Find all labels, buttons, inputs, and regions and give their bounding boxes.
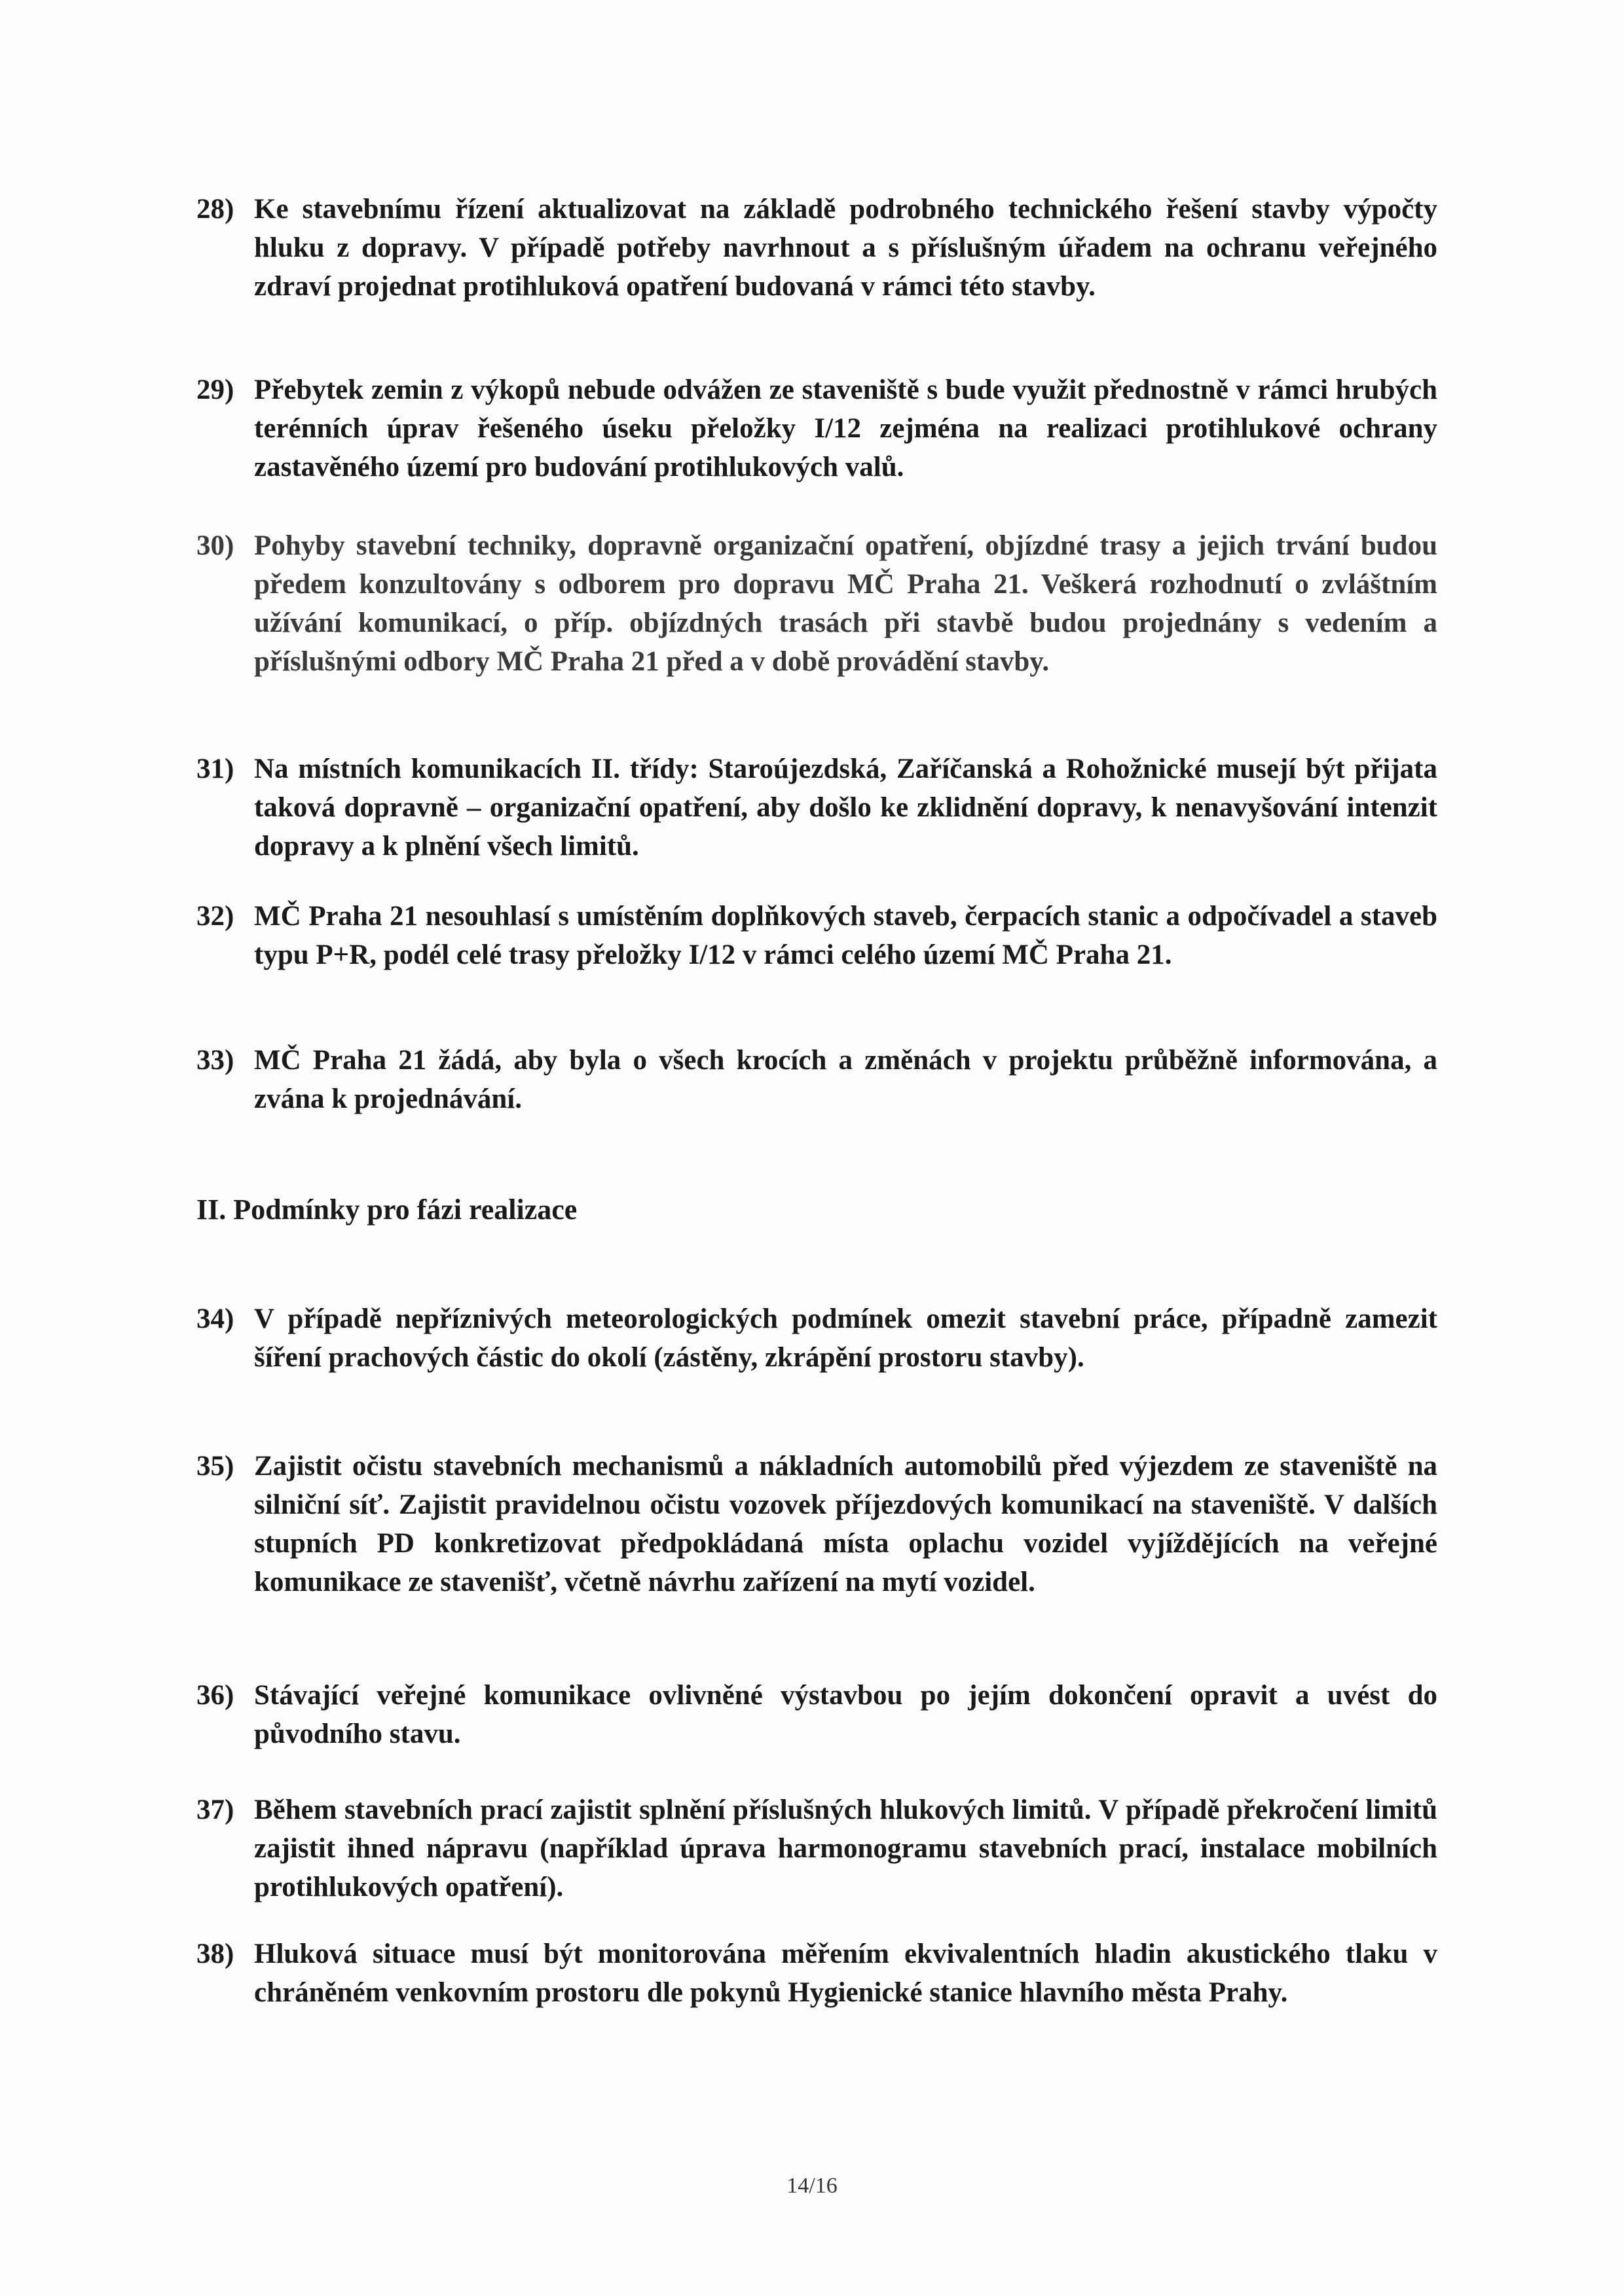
item-text: Přebytek zemin z výkopů nebude odvážen ze staveniště s bude využit přednostně v rámci hrubých terénních úprav řešeného úseku přeložky I/12 zejména na realizaci protihlukové ochrany zastavěného území pro budování protihlukových valů. <box>254 374 1437 483</box>
list-item-38 <box>196 1935 1437 2012</box>
item-number: 35) <box>196 1451 234 1482</box>
section-heading: II. Podmínky pro fázi realizace <box>196 1194 578 1226</box>
item-text: Během stavebních prací zajistit splnění příslušných hlukových limitů. V případě překročení limitů zajistit ihned nápravu (například úprava harmonogramu stavebních prací, instalace mobilních protihlukových opatření). <box>254 1795 1437 1903</box>
item-text: V případě nepříznivých meteorologických podmínek omezit stavební práce, případně zamezit šíření prachových částic do okolí (zástěny, zkrápění prostoru stavby). <box>254 1303 1437 1373</box>
item-text: Stávající veřejné komunikace ovlivněné výstavbou po jejím dokončení opravit a uvést do původního stavu. <box>254 1680 1437 1749</box>
item-number: 30) <box>196 530 234 561</box>
item-text: MČ Praha 21 žádá, aby byla o všech krocích a změnách v projektu průběžně informována, a zvána k projednávání. <box>254 1045 1437 1114</box>
page-number: 14/16 <box>786 2174 838 2198</box>
list-item-32 <box>196 897 1437 974</box>
item-text: Zajistit očistu stavebních mechanismů a nákladních automobilů před výjezdem ze staveniště na silniční síť. Zajistit pravidelnou očistu vozovek příjezdových komunikací na staveniště. V dalších stupních PD konkretizovat předpokládaná místa oplachu vozidel vyjíždějících na veřejné komunikace ze stavenišť, včetně návrhu zařízení na mytí vozidel. <box>254 1451 1437 1597</box>
item-number: 31) <box>196 754 234 784</box>
item-number: 34) <box>196 1303 234 1334</box>
list-item-28 <box>196 190 1437 306</box>
item-number: 29) <box>196 374 234 405</box>
item-number: 38) <box>196 1939 234 1969</box>
list-item-36 <box>196 1676 1437 1753</box>
list-item-37 <box>196 1791 1437 1906</box>
item-text: MČ Praha 21 nesouhlasí s umístěním doplňkových staveb, čerpacích stanic a odpočívadel a staveb typu P+R, podél celé trasy přeložky I/12 v rámci celého území MČ Praha 21. <box>254 901 1437 970</box>
list-item-29 <box>196 371 1437 486</box>
list-item-34 <box>196 1300 1437 1377</box>
list-item-33 <box>196 1041 1437 1118</box>
list-item-35 <box>196 1447 1437 1601</box>
item-number: 32) <box>196 901 234 932</box>
item-text: Pohyby stavební techniky, dopravně organizační opatření, objízdné trasy a jejich trvání budou předem konzultovány s odborem pro dopravu MČ Praha 21. Veškerá rozhodnutí o zvláštním užívání komunikací, o příp. objízdných trasách při stavbě budou projednány s vedením a příslušnými odbory MČ Praha 21 před a v době provádění stavby. <box>254 530 1437 677</box>
list-item-31 <box>196 750 1437 866</box>
list-item-30 <box>196 526 1437 681</box>
item-number: 37) <box>196 1795 234 1825</box>
item-number: 28) <box>196 194 234 225</box>
item-number: 36) <box>196 1680 234 1711</box>
item-text: Hluková situace musí být monitorována měřením ekvivalentních hladin akustického tlaku v chráněném venkovním prostoru dle pokynů Hygienické stanice hlavního města Prahy. <box>254 1939 1437 2008</box>
item-number: 33) <box>196 1045 234 1076</box>
item-text: Ke stavebnímu řízení aktualizovat na základě podrobného technického řešení stavby výpočty hluku z dopravy. V případě potřeby navrhnout a s příslušným úřadem na ochranu veřejného zdraví projednat protihluková opatření budovaná v rámci této stavby. <box>254 194 1437 302</box>
item-text: Na místních komunikacích II. třídy: Staroújezdská, Zaříčanská a Rohožnické musejí být přijata taková dopravně – organizační opatření, aby došlo ke zklidnění dopravy, k nenavyšování intenzit dopravy a k plnění všech limitů. <box>254 754 1437 862</box>
